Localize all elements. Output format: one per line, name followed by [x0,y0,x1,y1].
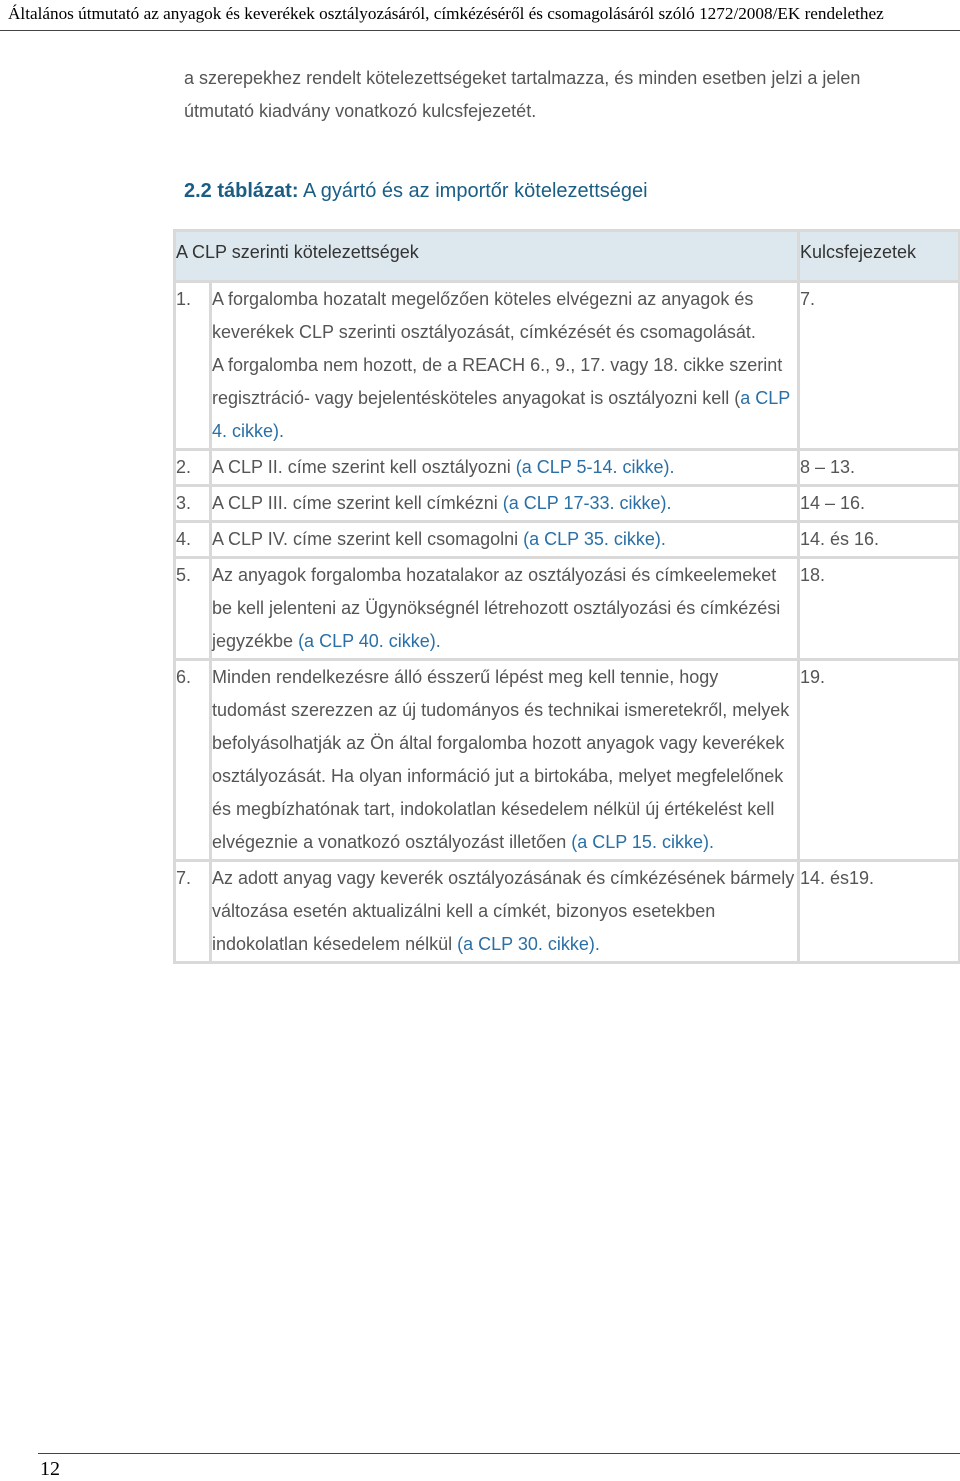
caption-title: A gyártó és az importőr kötelezettségei [302,180,648,202]
obligation-paragraph [212,487,797,520]
obligation-body: Minden rendelkezésre álló ésszerű lépést meg kell tennie, hogy tudomást szerezzen az új tudományos és technikai ismeretekről, melyek befolyásolhatják az Ön által forgalomba hozott anyagok vagy keverékek osztályozását. Ha olyan információ jut a birtokába, melyet megfelelőnek és megbízhatónak tart, indokolatlan késedelem nélkül új értékelést kell elvégeznie a vonatkozó osztályozást illetően [212,667,790,852]
intro-paragraph [184,62,924,128]
intro-line-1: a szerepekhez rendelt kötelezettségeket tartalmazza, és minden esetben jelzi a jelen [184,68,861,88]
row-number: 4. [175,522,211,558]
row-number: 2. [175,450,211,486]
obligation-body: A forgalomba nem hozott, de a REACH 6., 9., 17. vagy 18. cikke szerint regisztráció- vagy bejelentésköteles anyagokat is osztályozni kell ( [212,355,783,408]
caption-number: 2.2 táblázat: [184,180,299,202]
obligation-body: A CLP IV. címe szerint kell csomagolni [212,529,524,549]
obligation-text [211,660,799,861]
clp-article-reference: (a CLP 17-33. cikke). [502,493,672,513]
row-number: 1. [175,282,211,450]
table-row [175,282,960,450]
obligation-paragraph [212,661,797,859]
clp-article-reference: (a CLP 5-14. cikke). [515,457,675,477]
obligation-paragraph [212,283,797,349]
intro-line-2: útmutató kiadvány vonatkozó kulcsfejezetét. [184,101,537,121]
obligation-body: A CLP II. címe szerint kell osztályozni [212,457,516,477]
table-row [175,522,960,558]
key-chapter: 14 – 16. [799,486,960,522]
table-row [175,558,960,660]
obligation-text [211,522,799,558]
key-chapter: 18. [799,558,960,660]
clp-article-reference: (a CLP 15. cikke). [571,832,714,852]
obligation-text [211,558,799,660]
header-title: Általános útmutató az anyagok és keverékek osztályozásáról, címkézéséről és csomagolásáról szóló 1272/2008/EK rendelethez [8,4,884,23]
table-header-row [175,231,960,282]
obligation-text [211,861,799,963]
table-row [175,861,960,963]
clp-article-reference: a CLP 4. cikke). [212,388,790,441]
obligation-body: Az adott anyag vagy keverék osztályozásának és címkézésének bármely változása esetén aktualizálni kell a címkét, bizonyos esetekben indokolatlan késedelem nélkül [212,868,795,954]
clp-article-reference: (a CLP 35. cikke). [523,529,666,549]
obligation-body: Az anyagok forgalomba hozatalakor az osztályozási és címkeelemeket be kell jelenteni az Ügynökségnél létrehozott osztályozási és címkézési jegyzékbe [212,565,781,651]
header-chapters: Kulcsfejezetek [799,231,960,282]
page-number: 12 [40,1458,60,1480]
obligation-paragraph [212,559,797,658]
table-row [175,450,960,486]
table-row [175,660,960,861]
table-row [175,486,960,522]
clp-article-reference: (a CLP 40. cikke). [298,631,441,651]
obligation-paragraph [212,523,797,556]
table-caption [184,180,648,203]
clp-article-reference: (a CLP 30. cikke). [457,934,600,954]
footer-divider [38,1453,960,1454]
obligation-text [211,450,799,486]
row-number: 5. [175,558,211,660]
key-chapter: 8 – 13. [799,450,960,486]
header-obligations: A CLP szerinti kötelezettségek [175,231,799,282]
obligation-text [211,486,799,522]
obligations-table [173,229,960,964]
obligation-body: A CLP III. címe szerint kell címkézni [212,493,503,513]
row-number: 6. [175,660,211,861]
key-chapter: 14. és19. [799,861,960,963]
row-number: 7. [175,861,211,963]
obligation-paragraph [212,451,797,484]
running-header [0,0,960,31]
key-chapter: 7. [799,282,960,450]
obligation-paragraph [212,349,797,448]
obligation-body: A forgalomba hozatalt megelőzően köteles elvégezni az anyagok és keverékek CLP szerinti osztályozását, címkézését és csomagolását. [212,289,756,342]
obligation-text [211,282,799,450]
obligation-paragraph [212,862,797,961]
key-chapter: 19. [799,660,960,861]
row-number: 3. [175,486,211,522]
key-chapter: 14. és 16. [799,522,960,558]
